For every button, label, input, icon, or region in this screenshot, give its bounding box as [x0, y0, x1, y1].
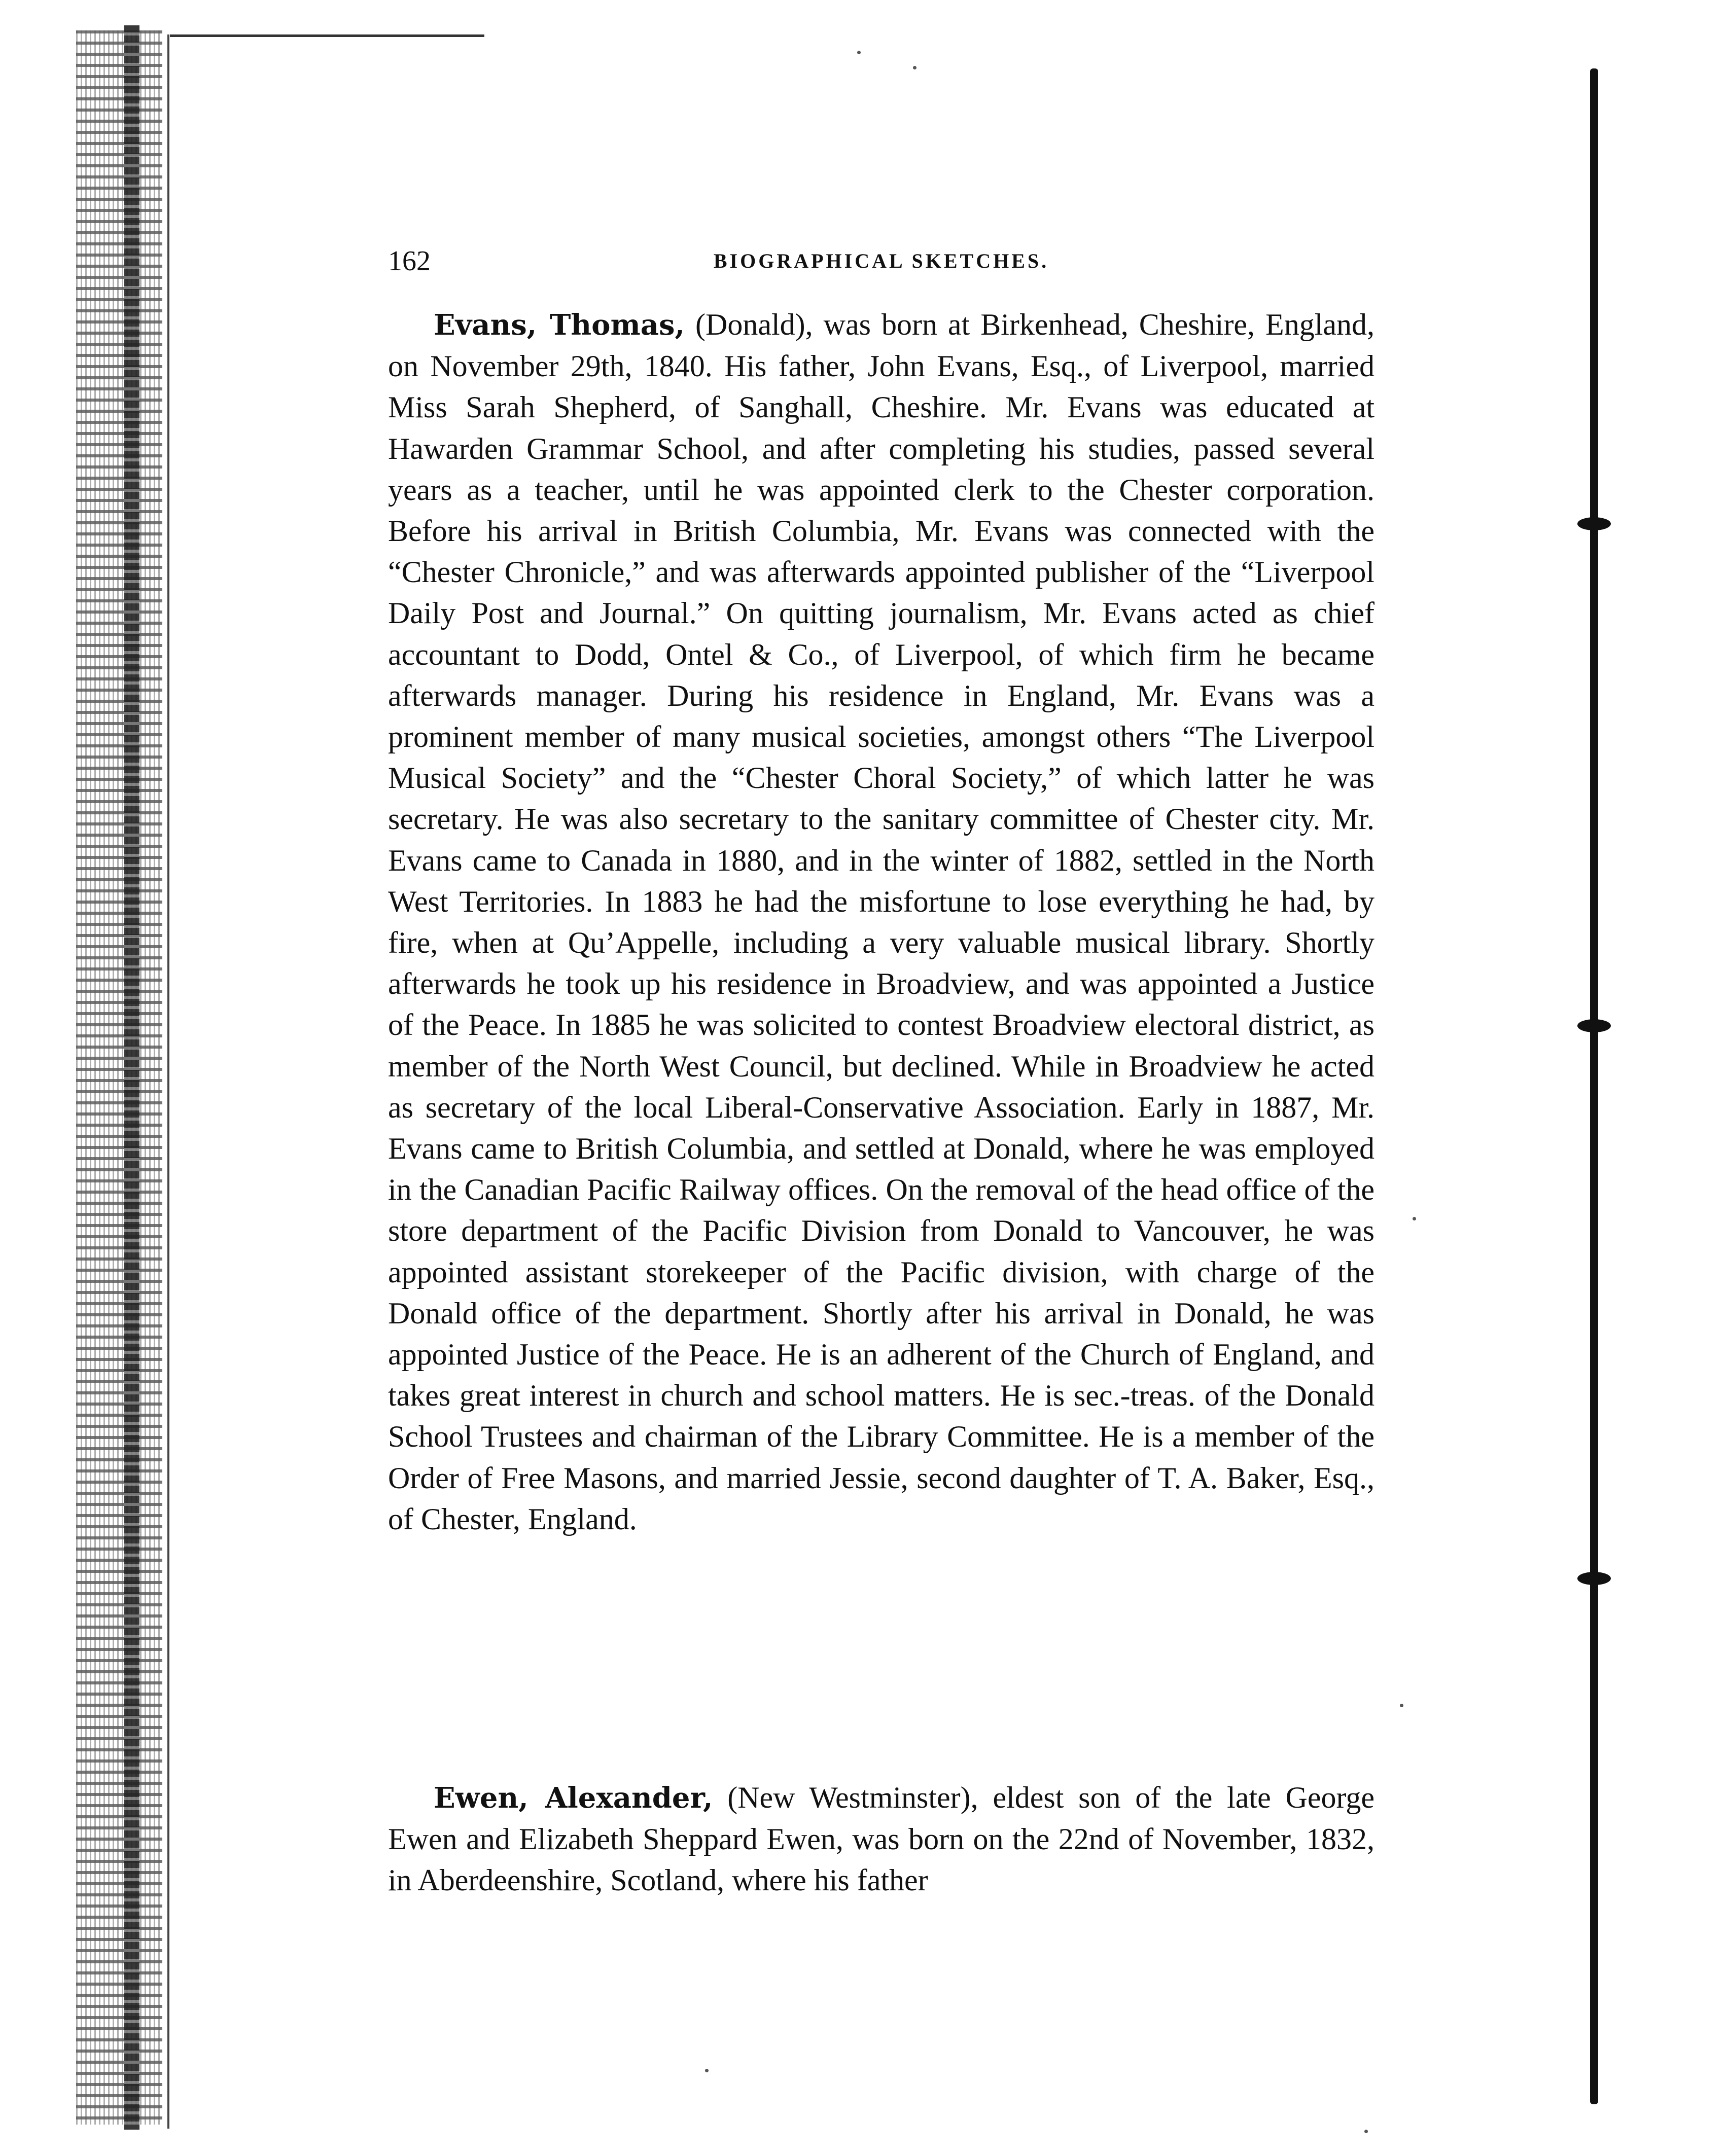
entry-text: was born at Birkenhead, Cheshire, England, on November 29th, 1840. His father, John Evans, Esq., of Liverpool, married Miss Sarah Shepherd, of Sanghall, Cheshire. Mr. Evans was educated at Hawarden Grammar School, and after completing his studies, passed several years as a teacher, until he was appointed clerk to the Chester corporation. Before his arrival in British Columbia, Mr. Evans was connected with the “Chester Chronicle,” and was afterwards appointed publisher of the “Liverpool Daily Post and Journal.” On quitting journalism, Mr. Evans acted as chief accountant to Dodd, Ontel & Co., of Liverpool, of which firm he became afterwards manager. During his residence in England, Mr. Evans was a prominent member of many musical societies, amongst others “The Liverpool Musical Society” and the “Chester Choral Society,” of which latter he was secretary. He was also secretary to the sanitary committee of Chester city. Mr. Evans came to Canada in 1880, and in the winter of 1882, settled in the North West Territories. In 1883 he had the misfortune to lose everything he had, by fire, when at Qu’Appelle, including a very valuable musical library. Shortly afterwards he took up his residence in Broadview, and was appointed a Justice of the Peace. In 1885 he was solicited to contest Broadview electoral district, as member of the North West Council, but declined. While in Broadview he acted as secretary of the local Liberal-Conservative Association. Early in 1887, Mr. Evans came to British Columbia, and settled at Donald, where he was employed in the Canadian Pacific Railway offices. On the removal of the head office of the store department of the Pacific Division from Donald to Vancouver, he was appointed assistant storekeeper of the Pacific division, with charge of the Donald office of the department. Shortly after his arrival in Donald, he was appointed Justice of the Peace. He is an adherent of the Church of England, and takes great interest in church and school matters. He is sec.-treas. of the Donald School Trustees and chairman of the Library Committee. He is a member of the Order of Free Masons, and married Jessie, second daughter of T. A. Baker, Esq., of Chester, England. — [388, 308, 1375, 1536]
page-header — [388, 243, 1374, 279]
entry-text: eldest son of the late George Ewen and Elizabeth Sheppard Ewen, was born on the 22nd of November, 1832, in Aberdeenshire, Scotland, where his father — [388, 1781, 1375, 1897]
entry-paragraph — [388, 1777, 1374, 1901]
entry-name: Evans, Thomas, — [434, 308, 685, 342]
running-title: BIOGRAPHICAL SKETCHES. — [713, 249, 1049, 272]
scan-speck — [1364, 2130, 1368, 2133]
entry-paragraph — [388, 304, 1374, 1540]
scan-speck — [1413, 1217, 1416, 1220]
scan-speck — [705, 2069, 709, 2072]
scan-edge-shadow — [124, 25, 139, 2130]
binding-knot — [1577, 1019, 1611, 1032]
entry-place: (Donald), — [685, 308, 824, 341]
scan-top-rule — [170, 34, 484, 37]
binding-knot — [1577, 1572, 1611, 1585]
scan-edge-noise — [76, 30, 162, 2125]
scan-speck — [1400, 1704, 1403, 1707]
entry-name: Ewen, Alexander, — [434, 1781, 713, 1815]
page-number: 162 — [388, 245, 431, 277]
binding-thread — [1590, 68, 1598, 2104]
biography-entry — [388, 1777, 1374, 1901]
scan-speck — [857, 51, 861, 54]
entry-place: (New Westminster), — [713, 1781, 993, 1814]
biography-entry — [388, 304, 1374, 1540]
scan-speck — [913, 66, 917, 69]
binding-knot — [1577, 517, 1611, 530]
scan-left-rule — [167, 34, 169, 2129]
